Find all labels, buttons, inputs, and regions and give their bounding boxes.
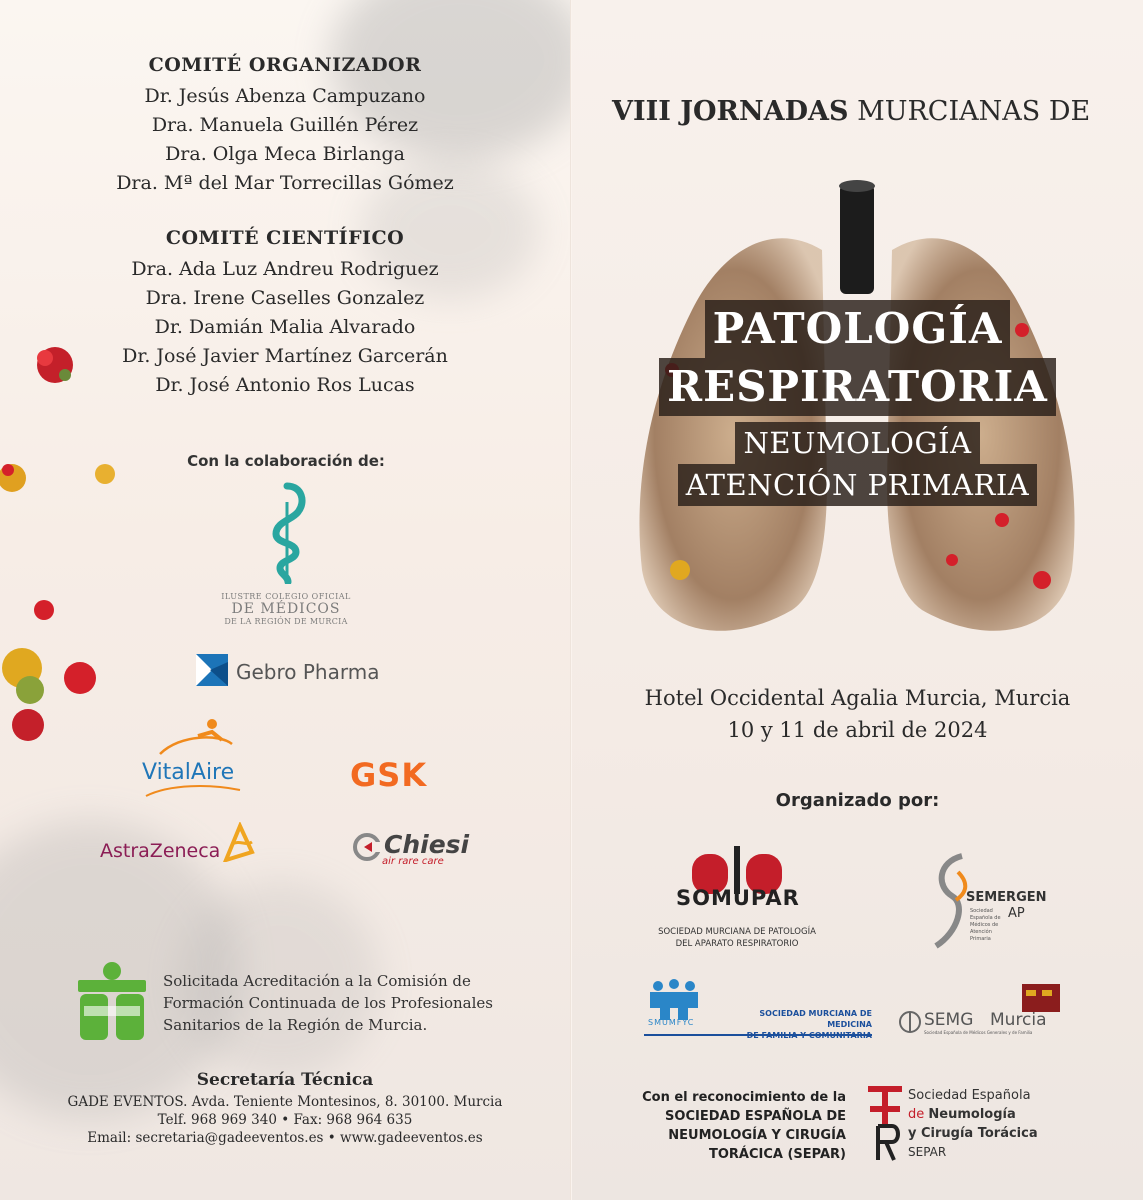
member: Dra. Mª del Mar Torrecillas Gómez: [116, 172, 454, 194]
gebro-icon: [196, 654, 228, 686]
subtitle-line1: NEUMOLOGÍA: [735, 422, 979, 464]
somupar-name: SOMUPAR: [676, 886, 800, 910]
separ-line: NEUMOLOGÍA Y CIRUGÍA: [668, 1128, 846, 1143]
comite-cientifico: [40, 227, 530, 400]
somupar-subtitle: [652, 926, 822, 950]
secretaria-email: Email: secretaria@gadeeventos.es • www.gadeeventos.es: [87, 1130, 483, 1146]
vitalaire-icon: [140, 714, 250, 798]
vitalaire-logo: [140, 714, 250, 798]
colaboracion-label: Con la colaboración de:: [187, 452, 385, 470]
separ-logo-text: [908, 1086, 1038, 1162]
right-panel: [572, 0, 1143, 1200]
venue: Hotel Occidental Agalia Murcia, Murcia: [644, 686, 1071, 710]
colegio-line2: DE MÉDICOS: [231, 601, 341, 617]
colegio-medicos-logo: [196, 592, 376, 626]
acreditacion-text: Solicitada Acreditación a la Comisión de Formación Continuada de los Profesionales Sanitarios de la Región de Murcia.: [163, 972, 493, 1034]
event-title: [572, 300, 1143, 416]
gsk-logo: GSK: [350, 756, 428, 794]
lungs-illustration: [622, 180, 1092, 660]
gebro-name: Gebro Pharma: [236, 660, 380, 684]
title-line1: PATOLOGÍA: [705, 300, 1011, 358]
separ-logo: [868, 1086, 1048, 1162]
semergen-name: SEMERGEN: [966, 890, 1047, 905]
separ-logo-line2-bold: Neumología: [928, 1107, 1016, 1122]
member: Dr. José Antonio Ros Lucas: [155, 374, 415, 396]
somupar-line2: DEL APARATO RESPIRATORIO: [675, 939, 799, 949]
smumfyc-subtitle: [712, 1008, 872, 1041]
member: Dr. Jesús Abenza Campuzano: [144, 85, 426, 107]
member: Dr. Damián Malia Alvarado: [154, 316, 416, 338]
separ-logo-line4: SEPAR: [908, 1145, 947, 1159]
acreditacion-icon: [74, 960, 150, 1042]
colegio-line3: DE LA REGIÓN DE MURCIA: [224, 617, 348, 626]
venue-dates: [572, 682, 1143, 746]
dates: 10 y 11 de abril de 2024: [727, 718, 988, 742]
somupar-logo: [652, 846, 822, 952]
semergen-logo: [928, 852, 1058, 952]
semergen-sub: Sociedad Española de Médicos de Atención Primaria: [970, 908, 1001, 942]
secretaria-title: Secretaría Técnica: [196, 1070, 374, 1090]
semergen-ap: AP: [1008, 906, 1025, 921]
separ-line: TORÁCICA (SEPAR): [708, 1147, 846, 1162]
comite-organizador: [40, 54, 530, 198]
gebro-logo: [196, 654, 396, 688]
separ-line: SOCIEDAD ESPAÑOLA DE: [665, 1109, 846, 1124]
separ-logo-line2: [908, 1105, 1038, 1124]
comite-cientifico-title: COMITÉ CIENTÍFICO: [165, 227, 405, 249]
separ-line: Con el reconocimiento de la: [642, 1090, 846, 1105]
secretaria-address: GADE EVENTOS. Avda. Teniente Montesinos, 8. 30100. Murcia: [67, 1094, 503, 1110]
semg-icon: [898, 1010, 922, 1034]
member: Dra. Ada Luz Andreu Rodriguez: [131, 258, 439, 280]
separ-logo-line1: Sociedad Española: [908, 1088, 1031, 1103]
title-line2: RESPIRATORIA: [659, 358, 1056, 416]
chiesi-tagline: air rare care: [382, 856, 444, 867]
event-subtitle: [572, 422, 1143, 506]
separ-recognition: [632, 1088, 846, 1164]
jornadas-heading: [612, 96, 1112, 127]
somupar-line1: SOCIEDAD MURCIANA DE PATOLOGÍA: [658, 927, 816, 937]
subtitle-line2: ATENCIÓN PRIMARIA: [678, 464, 1037, 506]
chiesi-logo: [352, 830, 472, 870]
comite-organizador-title: COMITÉ ORGANIZADOR: [148, 54, 422, 76]
separ-icon: [868, 1086, 902, 1162]
smumfyc-logo: [644, 978, 874, 1038]
separ-logo-line3: y Cirugía Torácica: [908, 1126, 1038, 1141]
colegio-line1: ILUSTRE COLEGIO OFICIAL: [221, 592, 351, 601]
semg-name: SEMG: [924, 1010, 974, 1030]
member: Dra. Manuela Guillén Pérez: [151, 114, 419, 136]
semg-murcia-logo: [898, 982, 1068, 1036]
secretaria-phone: Telf. 968 969 340 • Fax: 968 964 635: [157, 1112, 413, 1128]
member: Dra. Olga Meca Birlanga: [165, 143, 405, 165]
jornadas-bold: VIII JORNADAS: [612, 96, 849, 127]
astrazeneca-name: AstraZeneca: [100, 840, 221, 862]
separ-logo-line2-pre: de: [908, 1107, 925, 1122]
astrazeneca-icon: [222, 822, 256, 862]
member: Dr. José Javier Martínez Garcerán: [122, 345, 448, 367]
smumfyc-line1: SOCIEDAD MURCIANA DE MEDICINA: [759, 1009, 872, 1029]
smumfyc-abbr: SMUMFYC: [648, 1018, 695, 1027]
semg-sub: Sociedad Española de Médicos Generales y de Familia: [924, 1030, 1033, 1035]
colegio-medicos-icon: [262, 482, 312, 584]
secretaria-tecnica: [40, 1070, 530, 1147]
organizado-label: Organizado por:: [775, 790, 940, 811]
astrazeneca-logo: [100, 822, 260, 866]
member: Dra. Irene Caselles Gonzalez: [145, 287, 425, 309]
jornadas-rest: MURCIANAS DE: [857, 96, 1091, 127]
chiesi-name: Chiesi: [384, 830, 470, 859]
vitalaire-name: VitalAire: [142, 760, 235, 785]
chiesi-icon: [352, 832, 382, 862]
semg-city: Murcia: [990, 1010, 1047, 1030]
